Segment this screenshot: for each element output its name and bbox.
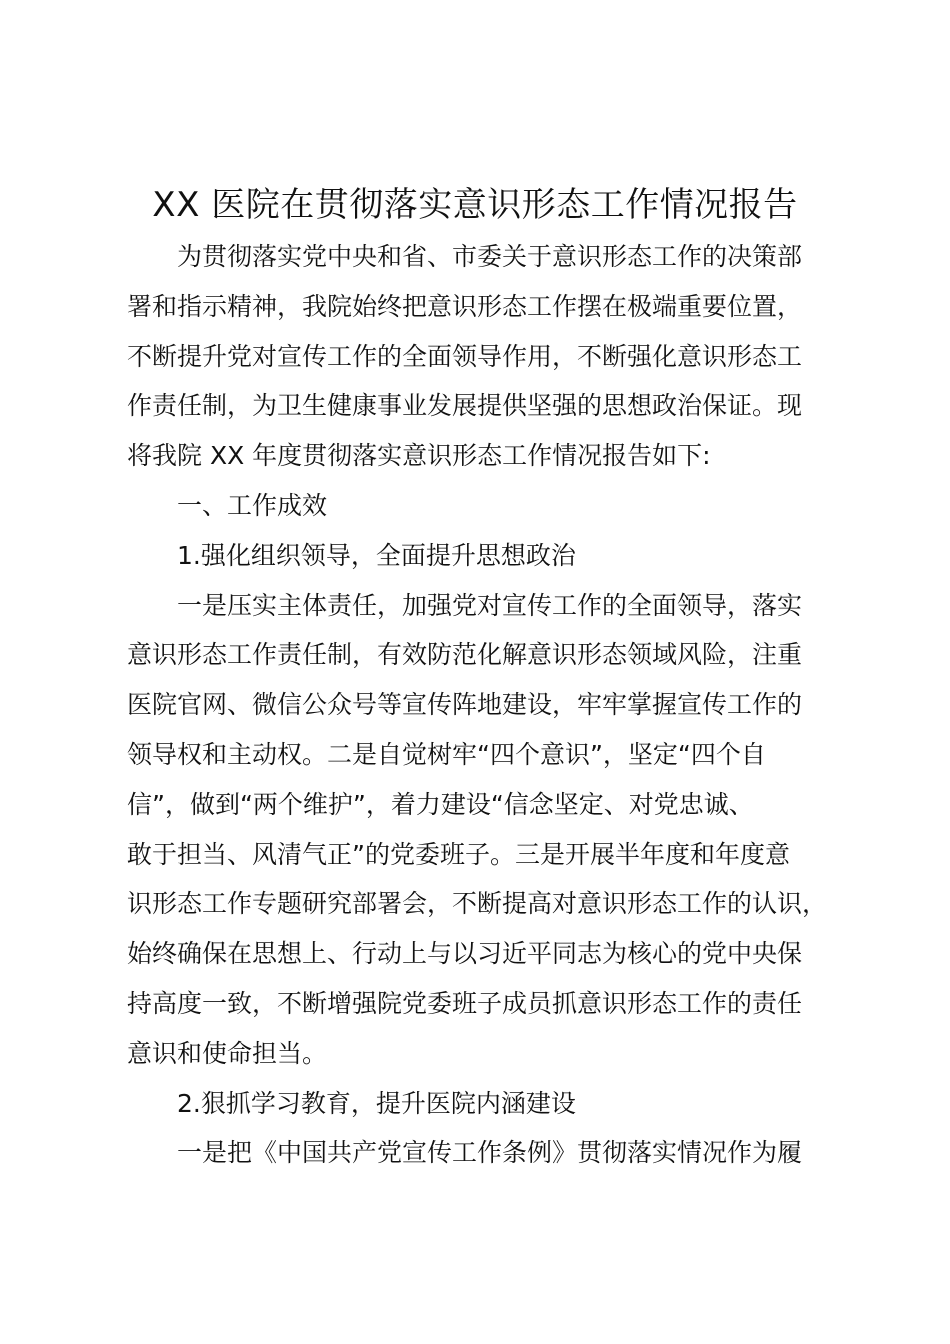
paragraph-1-line-1: 一是压实主体责任，加强党对宣传工作的全面领导，落实 <box>177 590 803 620</box>
paragraph-1-line-6: 敢于担当、风清气正”的党委班子。三是开展半年度和年度意 <box>127 839 790 869</box>
paragraph-intro-line-3: 不断提升党对宣传工作的全面领导作用，不断强化意识形态工 <box>127 341 803 371</box>
paragraph-1-line-9: 持高度一致，不断增强院党委班子成员抓意识形态工作的责任 <box>127 988 803 1018</box>
paragraph-1-line-5: 信”，做到“两个维护”，着力建设“信念坚定、对党忠诚、 <box>127 789 754 819</box>
paragraph-1-line-2: 意识形态工作责任制，有效防范化解意识形态领域风险，注重 <box>127 640 803 670</box>
paragraph-intro-line-1: 为贯彻落实党中央和省、市委关于意识形态工作的决策部 <box>177 242 803 271</box>
paragraph-1-line-7: 识形态工作专题研究部署会，不断提高对意识形态工作的认识， <box>127 889 828 919</box>
document-body <box>127 232 847 1178</box>
section-heading: 一、工作成效 <box>177 490 328 520</box>
paragraph-1-line-3: 医院官网、微信公众号等宣传阵地建设，牢牢掌握宣传工作的 <box>127 690 803 720</box>
paragraph-2-line-1: 一是把《中国共产党宣传工作条例》贯彻落实情况作为履 <box>177 1138 803 1168</box>
subsection-heading-1: 1.强化组织领导，全面提升思想政治 <box>177 540 576 570</box>
paragraph-intro-line-4: 作责任制，为卫生健康事业发展提供坚强的思想政治保证。现 <box>127 391 803 421</box>
paragraph-1-line-8: 始终确保在思想上、行动上与以习近平同志为核心的党中央保 <box>127 939 803 969</box>
document-title: XX 医院在贯彻落实意识形态工作情况报告 <box>152 185 798 225</box>
paragraph-1-line-4: 领导权和主动权。二是自觉树牢“四个意识”，坚定“四个自 <box>127 739 766 769</box>
paragraph-intro-line-2: 署和指示精神，我院始终把意识形态工作摆在极端重要位置， <box>127 291 803 321</box>
paragraph-1-line-10: 意识和使命担当。 <box>127 1038 328 1068</box>
paragraph-intro-line-5: 将我院 XX 年度贯彻落实意识形态工作情况报告如下: <box>127 441 711 471</box>
subsection-heading-2: 2.狠抓学习教育，提升医院内涵建设 <box>177 1088 576 1118</box>
